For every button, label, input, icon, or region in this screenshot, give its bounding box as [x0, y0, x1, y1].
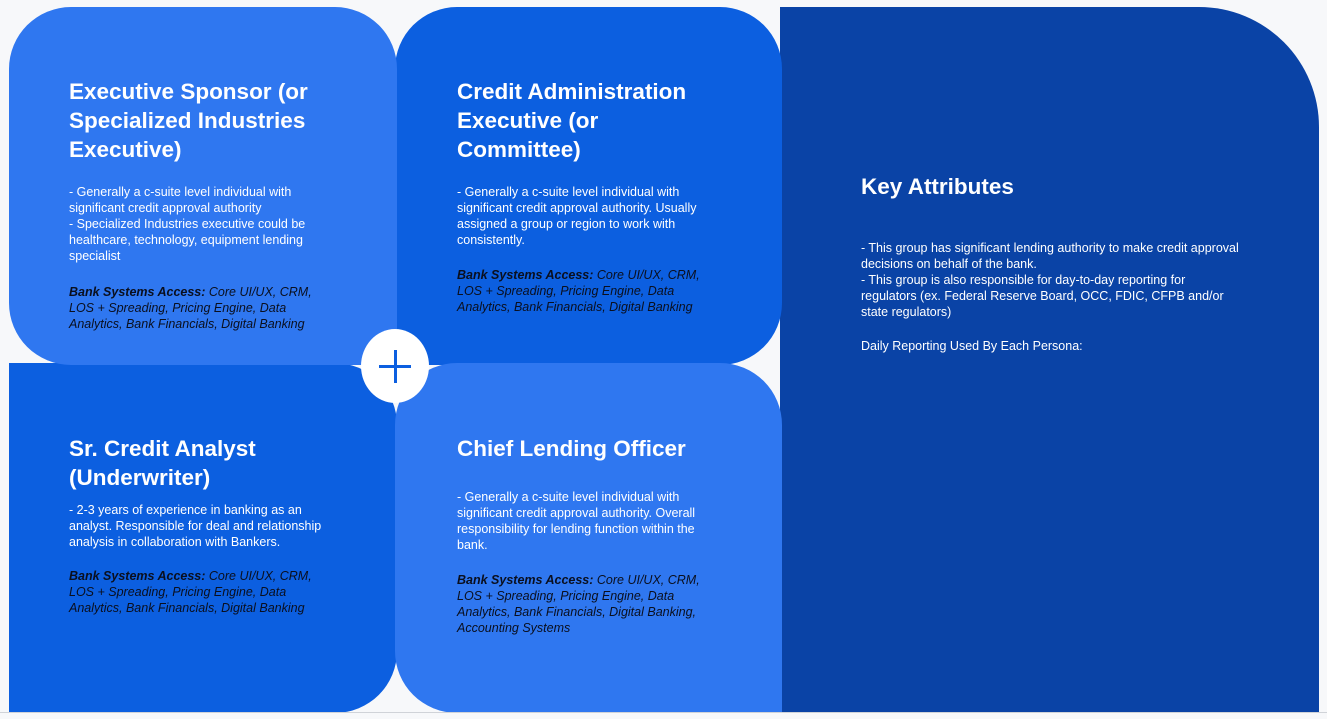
chief-lending-officer-description	[457, 489, 719, 553]
access-label: Bank Systems Access:	[69, 285, 206, 299]
key-attributes-title: Key Attributes	[861, 174, 1014, 199]
access-label: Bank Systems Access:	[69, 569, 206, 583]
key-attributes-list	[861, 240, 1241, 354]
description-line: - Specialized Industries executive could be healthcare, technology, equipment lending specialist	[69, 217, 306, 263]
key-attribute-item: - This group has significant lending authority to make credit approval decisions on behalf of the bank.	[861, 241, 1239, 271]
chief-lending-officer-access	[457, 572, 719, 636]
bottom-divider	[0, 712, 1327, 713]
daily-reporting-label: Daily Reporting Used By Each Persona:	[861, 339, 1083, 353]
description-line: - Generally a c-suite level individual with significant credit approval authority	[69, 185, 292, 215]
executive-sponsor-description	[69, 184, 339, 264]
access-label: Bank Systems Access:	[457, 268, 594, 282]
credit-admin-description	[457, 184, 719, 248]
chief-lending-officer-title: Chief Lending Officer	[457, 436, 686, 461]
credit-admin-title: Credit Administration Executive (or Committee)	[457, 79, 687, 162]
access-value: Core UI/UX, CRM, LOS + Spreading, Pricing Engine, Data Analytics, Bank Financials, Digital Banking	[457, 268, 700, 314]
executive-sponsor-title: Executive Sponsor (or Specialized Industries Executive)	[69, 79, 308, 162]
sr-credit-analyst-access	[69, 568, 339, 616]
access-value: Core UI/UX, CRM, LOS + Spreading, Pricing Engine, Data Analytics, Bank Financials, Digital Banking	[69, 285, 312, 331]
sr-credit-analyst-panel	[9, 363, 397, 713]
access-value: Core UI/UX, CRM, LOS + Spreading, Pricing Engine, Data Analytics, Bank Financials, Digital Banking, Accounting Systems	[457, 573, 700, 635]
key-attributes-panel	[780, 7, 1319, 713]
executive-sponsor-panel	[9, 7, 397, 365]
plus-icon	[361, 329, 429, 403]
description-line: - Generally a c-suite level individual with significant credit approval authority. Overall responsibility for lending function within the bank.	[457, 490, 696, 552]
key-attribute-item: - This group is also responsible for day-to-day reporting for regulators (ex. Federal Reserve Board, OCC, FDIC, CFPB and/or state regulators)	[861, 273, 1224, 319]
chief-lending-officer-panel	[395, 363, 782, 713]
access-value: Core UI/UX, CRM, LOS + Spreading, Pricing Engine, Data Analytics, Bank Financials, Digital Banking	[69, 569, 312, 615]
sr-credit-analyst-description	[69, 502, 339, 550]
description-line: - Generally a c-suite level individual with significant credit approval authority. Usually assigned a group or region to work with consistently.	[457, 185, 697, 247]
executive-sponsor-access	[69, 284, 339, 332]
access-label: Bank Systems Access:	[457, 573, 594, 587]
credit-admin-access	[457, 267, 719, 315]
sr-credit-analyst-title: Sr. Credit Analyst (Underwriter)	[69, 436, 256, 490]
description-line: - 2-3 years of experience in banking as an analyst. Responsible for deal and relationship analysis in collaboration with Bankers.	[69, 503, 322, 549]
credit-admin-panel	[395, 7, 782, 365]
